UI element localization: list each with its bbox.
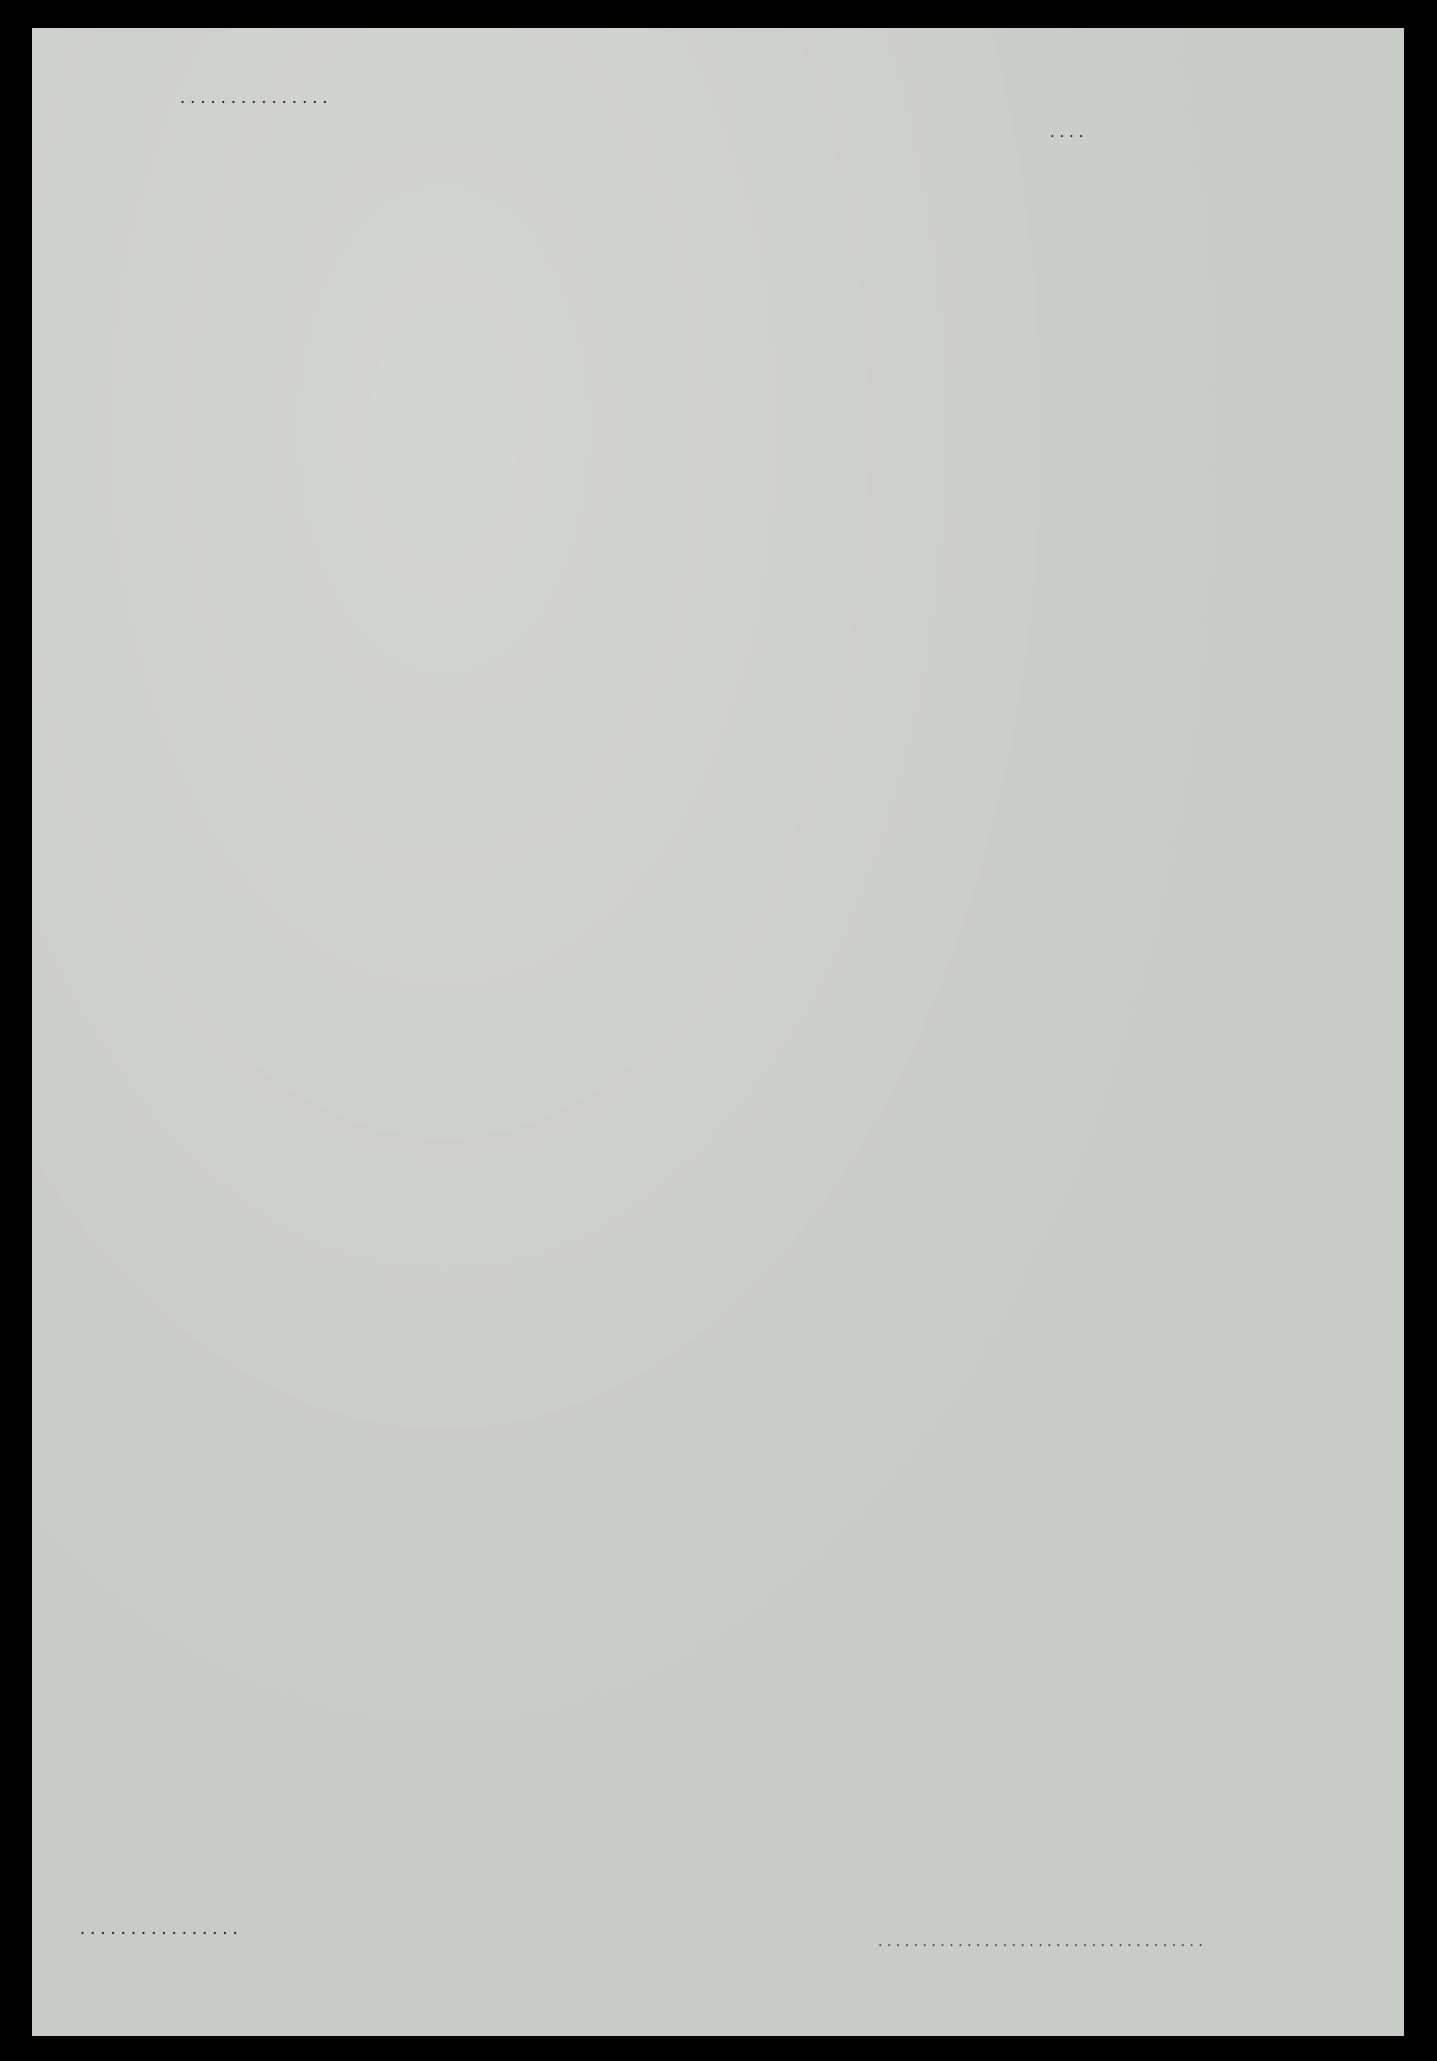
despatch-value-line: . . . . . . . . . . . . . . . .: [80, 1919, 238, 1938]
serial-line: . . . .: [1050, 123, 1084, 141]
notes: [155, 1826, 224, 1969]
form-sheet: [32, 28, 1404, 2036]
archive-footer: [0, 2036, 1437, 2061]
signature-dots: . . . . . . . . . . . . . . . . . . . . . . . . . . . . . . . . . . . . .: [878, 1934, 1203, 1950]
unit-line: . . . . . . . . . . . . . . .: [180, 88, 328, 107]
